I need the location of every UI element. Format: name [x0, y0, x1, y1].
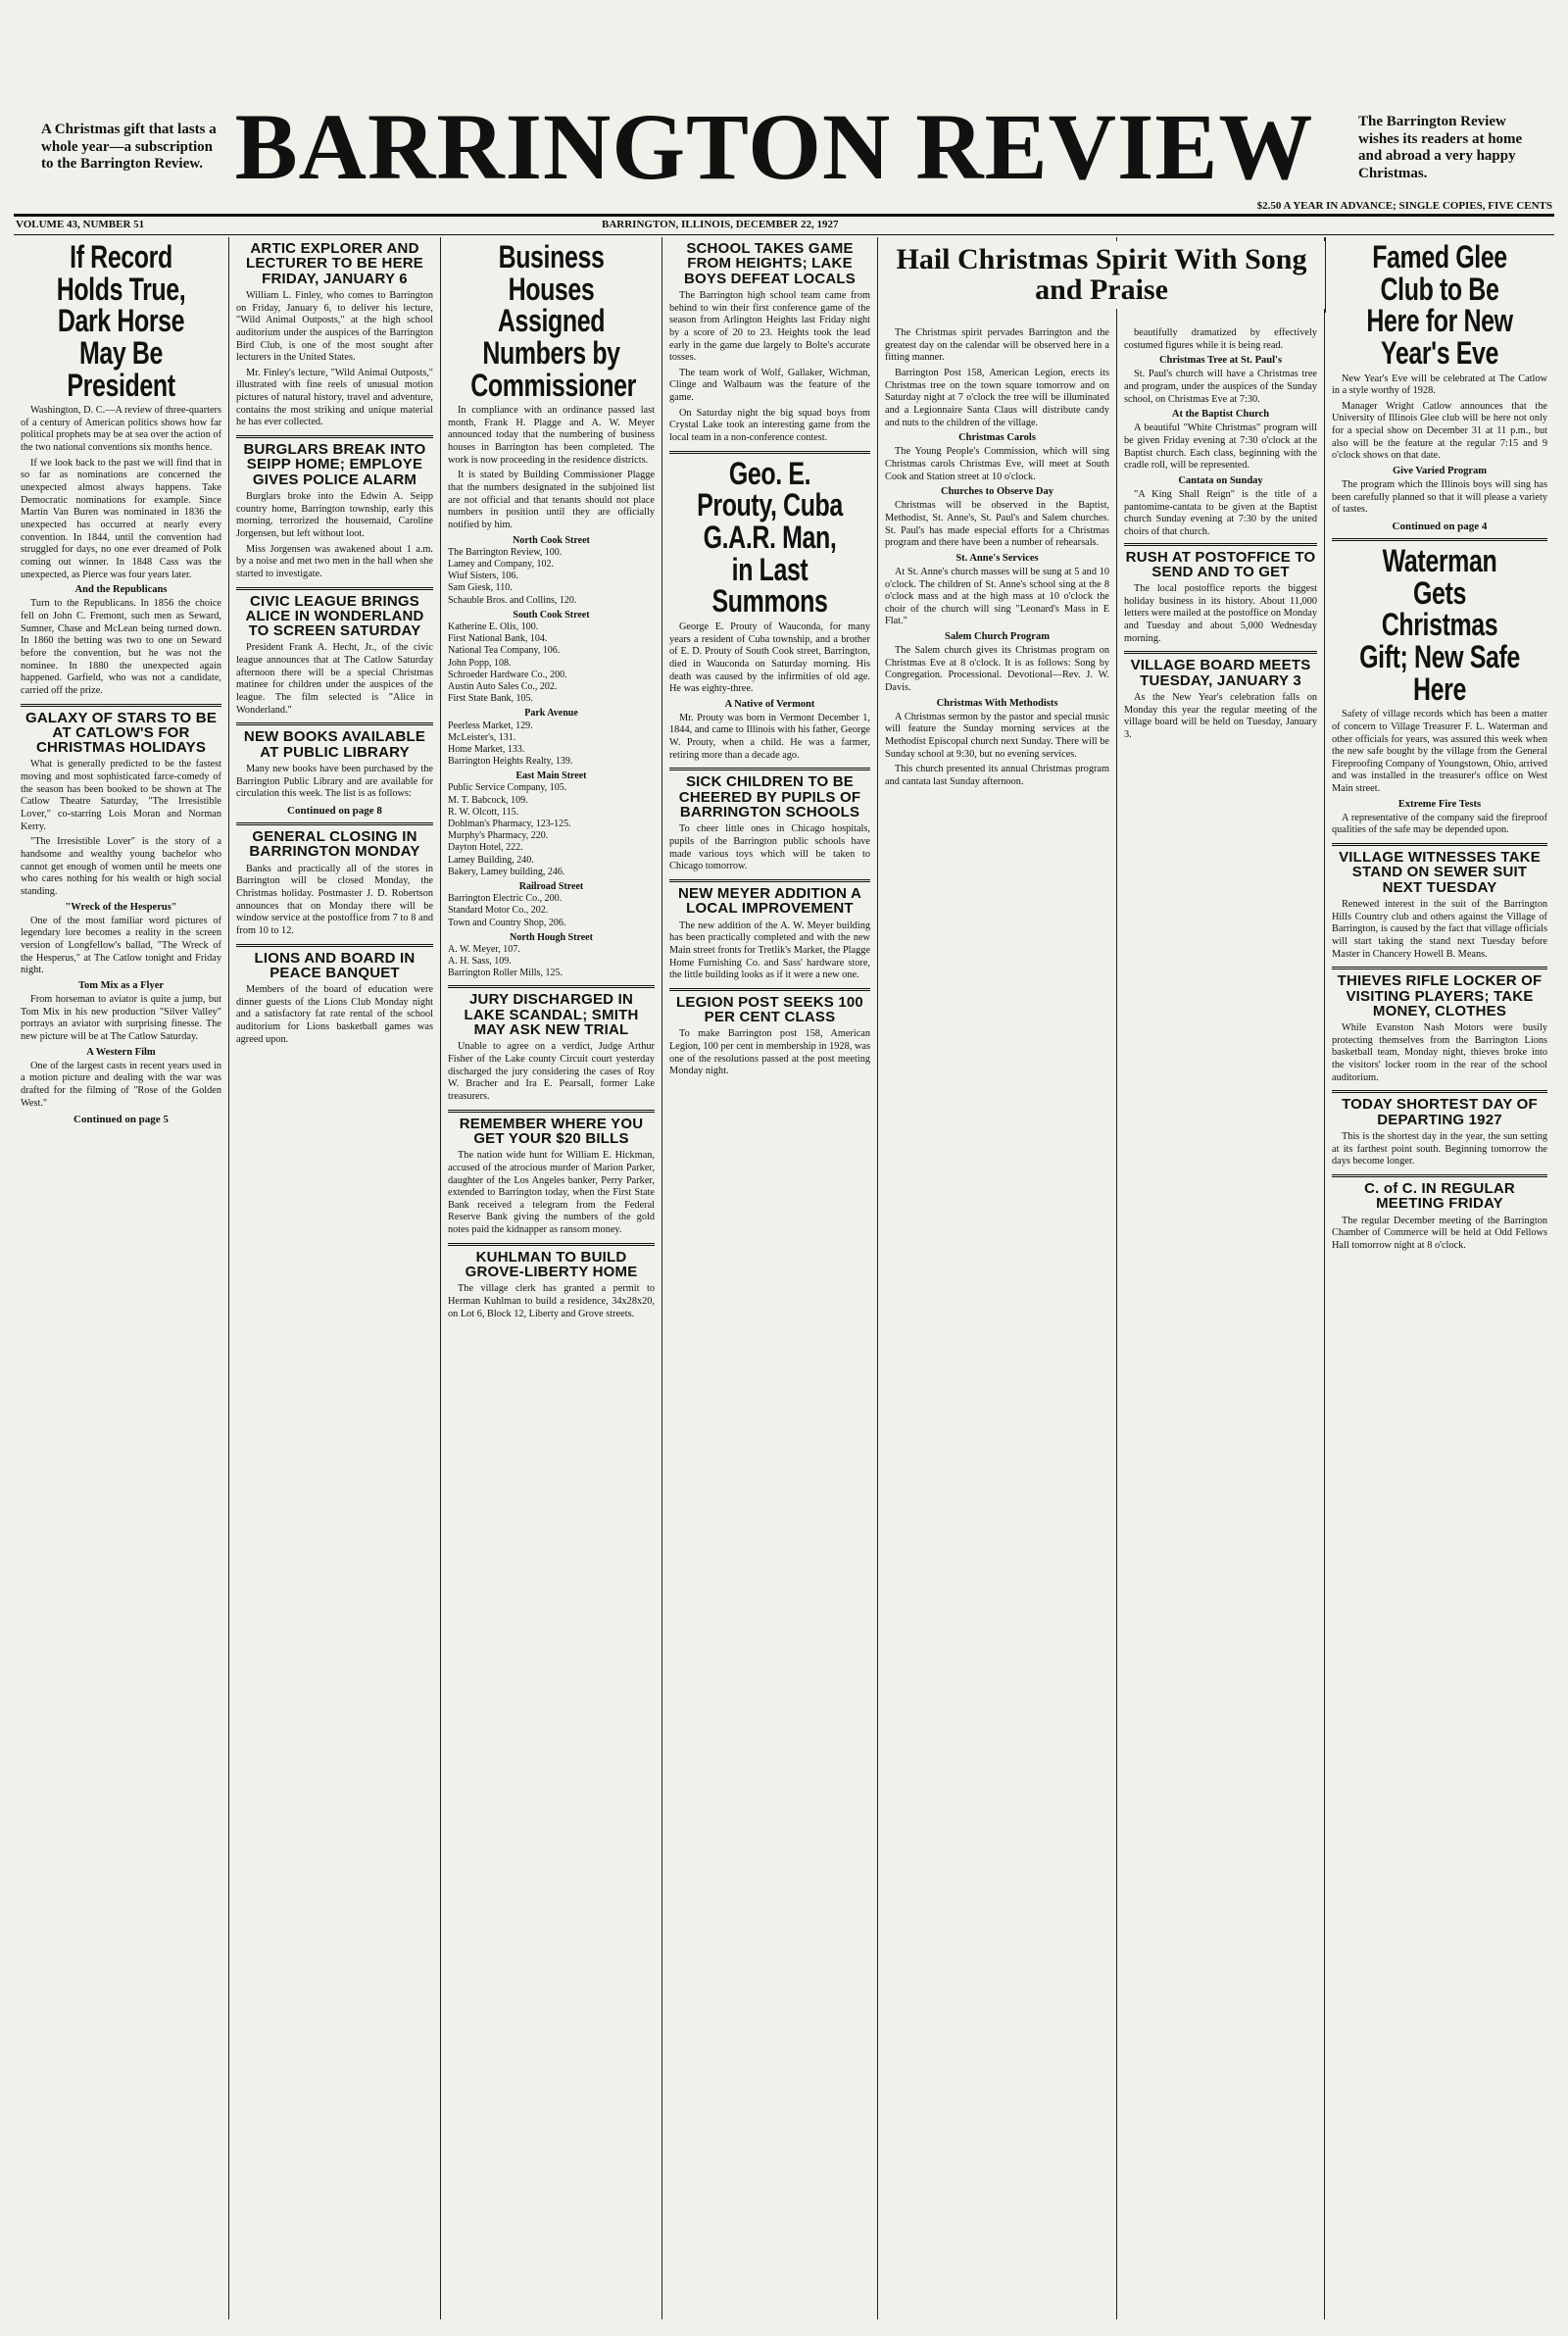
divider — [236, 435, 433, 438]
subhead: "Wreck of the Hesperus" — [65, 901, 177, 913]
headline: Hail Christmas Spirit With Song and Praise — [878, 241, 1325, 309]
headline: NEW MEYER ADDITION A LOCAL IMPROVEMENT — [677, 884, 862, 918]
paragraph: St. Paul's church will have a Christmas tree and program, under the auspices of the Sunday school, on Christmas Eve at 7:30. — [1124, 369, 1317, 405]
subhead: At the Baptist Church — [1171, 409, 1270, 421]
divider — [236, 722, 433, 725]
article-thieves — [1332, 973, 1547, 1084]
headline: LEGION POST SEEKS 100 PER CENT CLASS — [676, 993, 863, 1026]
divider — [1332, 1090, 1547, 1093]
list-item: McLeister's, 131. — [448, 731, 516, 743]
headline: CIVIC LEAGUE BRINGS ALICE IN WONDERLAND TO SCREEN SATURDAY — [245, 592, 424, 640]
list-item: Schroeder Hardware Co., 200. — [448, 669, 567, 680]
column-6 — [1117, 237, 1325, 2319]
list-item: The Barrington Review, 100. — [448, 546, 563, 558]
article-kuhlman — [448, 1250, 655, 1321]
paragraph: To make Barrington post 158, American Legion, 100 per cent in membership in 1928, was one of the resolutions passed at the post meeting Monday night. — [669, 1028, 870, 1077]
paragraph: The program which the Illinois boys will sing has been carefully planned so that it will please a variety of tastes. — [1332, 479, 1547, 516]
divider — [669, 768, 870, 770]
paragraph: On Saturday night the big squad boys from Crystal Lake took an interesting game from the local team in a non-conference contest. — [669, 407, 870, 444]
headline: BURGLARS BREAK INTO SEIPP HOME; EMPLOYE GIVES POLICE ALARM — [243, 441, 426, 488]
article-dark-horse — [21, 241, 221, 698]
dateline — [14, 214, 1554, 235]
subhead: Give Varied Program — [1392, 466, 1488, 477]
article-lions-board — [236, 951, 433, 1047]
columns — [14, 237, 1554, 2319]
divider — [21, 704, 221, 707]
divider — [236, 822, 433, 825]
paragraph: Unable to agree on a verdict, Judge Arthur Fisher of the Lake county Circuit court yesterday discharged the jury considering the cases of Roy W. Bracher and Ira E. Pearsall, former Lake treasurers. — [448, 1041, 655, 1102]
headline: KUHLMAN TO BUILD GROVE-LIBERTY HOME — [465, 1248, 638, 1281]
list-item: First State Bank, 105. — [448, 693, 533, 705]
list-item: M. T. Babcock, 109. — [448, 794, 528, 806]
subhead: Christmas Tree at St. Paul's — [1158, 355, 1283, 367]
paragraph: "A King Shall Reign" is the title of a pantomime-cantata to be given at the Baptist church Sunday evening at 7:30 by the united choirs of that church. — [1124, 488, 1317, 537]
article-burglars — [236, 442, 433, 580]
headline: Famed Glee Club to Be Here for New Year's Eve — [1366, 239, 1513, 371]
paragraph: The Barrington high school team came from behind to win their first conference game of the season from Arlington Heights last Friday night by a score of 20 to 23. Heights took the lead early in the game due largely to Bolte's accurate tosses. — [669, 289, 870, 364]
street-heading: South Cook Street — [513, 609, 590, 621]
masthead — [14, 6, 1554, 230]
list-item: Katherine E. Olis, 100. — [448, 621, 539, 632]
paragraph: New Year's Eve will be celebrated at The Catlow in a style worthy of 1928. — [1332, 373, 1547, 397]
list-item: Lamey Building, 240. — [448, 854, 534, 866]
paragraph: If we look back to the past we will find that in so far as nominations are concerned the unexpected almost always happens. Take Democratic nominations for example. Since Martin Van Buren was nominated in 1836 the unexpected has occurred at nearly every convention. In 1844, until the convention had struggled for days, no one ever dreamed of Polk coming out winner. In 1848 Cass was the unexpected, as Pierce was four years later. — [21, 457, 221, 580]
headline: JURY DISCHARGED IN LAKE SCANDAL; SMITH MAY ASK NEW TRIAL — [464, 991, 639, 1039]
list-item: Public Service Company, 105. — [448, 782, 567, 794]
article-jury-discharged — [448, 992, 655, 1103]
divider — [448, 1110, 655, 1113]
divider — [448, 985, 655, 988]
divider — [236, 944, 433, 947]
article-village-witnesses — [1332, 850, 1547, 961]
subhead: Tom Mix as a Flyer — [77, 979, 165, 991]
paragraph: The Christmas spirit pervades Barrington and the greatest day on the calendar will be observed here in a fitting manner. — [885, 327, 1109, 364]
divider — [669, 988, 870, 991]
paragraph: This is the shortest day in the year, the sun setting at its farthest point south. Beginning tomorrow the days become longer. — [1332, 1131, 1547, 1168]
divider — [669, 451, 870, 454]
greeting-ear: The Barrington Review wishes its readers at home and abroad a very happy Christmas. — [1358, 114, 1523, 182]
article-sick-children — [669, 774, 870, 873]
list-item: Austin Auto Sales Co., 202. — [448, 680, 558, 692]
headline: REMEMBER WHERE YOU GET YOUR $20 BILLS — [459, 1115, 644, 1147]
article-meyer-addition — [669, 886, 870, 982]
subhead: Salem Church Program — [945, 631, 1050, 643]
article-shortest-day — [1332, 1097, 1547, 1168]
list-item: Barrington Electric Co., 200. — [448, 893, 563, 905]
subhead: And the Republicans — [74, 584, 168, 596]
article-prouty — [669, 455, 870, 763]
divider — [669, 879, 870, 882]
divider — [1124, 543, 1317, 546]
divider — [1332, 843, 1547, 846]
paragraph: At St. Anne's church masses will be sung at 5 and 10 o'clock. The children of St. Anne's school sing at the 8 o'clock mass and at the high mass at 10 o'clock the choir of the church will sing "Leonard's Mass in E Flat." — [885, 566, 1109, 627]
list-item: Peerless Market, 129. — [448, 720, 533, 731]
list-item: R. W. Olcott, 115. — [448, 806, 519, 818]
street-heading: Railroad Street — [518, 880, 584, 892]
article-general-closing — [236, 829, 433, 938]
paragraph: The regular December meeting of the Barrington Chamber of Commerce will be held at Odd Fellows Hall tomorrow night at 8 o'clock. — [1332, 1215, 1547, 1251]
headline: GENERAL CLOSING IN BARRINGTON MONDAY — [249, 827, 420, 861]
list-item: Sam Giesk, 110. — [448, 582, 513, 594]
paragraph: Many new books have been purchased by the Barrington Public Library and are available for circulation this week. The list is as follows: — [236, 764, 433, 800]
list-item: Dohlman's Pharmacy, 123-125. — [448, 819, 571, 829]
paragraph: "The Irresistible Lover" is the story of a handsome and wealthy young bachelor who cannot get enough of women until he meets one who cares nothing for his wealth or high social standing. — [21, 836, 221, 898]
headline: If Record Holds True, Dark Horse May Be President — [56, 239, 186, 403]
article-twenty-dollar-bills — [448, 1117, 655, 1237]
article-new-books — [236, 729, 433, 817]
list-item: Standard Motor Co., 202. — [448, 905, 549, 917]
column-7 — [1325, 237, 1554, 2319]
paragraph: One of the most familiar word pictures of legendary lore becomes a reality in the screen version of Longfellow's ballad, "The Wreck of the Hesperus," at The Catlow tonight and Friday night. — [21, 915, 221, 976]
divider — [1332, 538, 1547, 541]
continued-note: Continued on page 5 — [74, 1114, 169, 1126]
price-line: $2.50 A YEAR IN ADVANCE; SINGLE COPIES, FIVE CENTS — [1256, 200, 1552, 212]
paragraph: It is stated by Building Commissioner Plagge that the numbers designated in the subjoined list are not official and that tenants should not place numbers in position until they are officially notified by him. — [448, 470, 655, 531]
paragraph: To cheer little ones in Chicago hospitals, pupils of the Barrington public schools have made various toys which will be taken to Chicago tomorrow. — [669, 823, 870, 872]
christmas-spirit-headline-box — [878, 237, 1326, 313]
headline: VILLAGE WITNESSES TAKE STAND ON SEWER SUIT NEXT TUESDAY — [1339, 849, 1541, 896]
paragraph: A representative of the company said the fireproof qualities of the safe may be depended upon. — [1332, 812, 1547, 836]
street-heading: East Main Street — [515, 770, 587, 782]
column-5 — [878, 237, 1117, 2319]
street-heading: Park Avenue — [524, 708, 578, 720]
paragraph: Turn to the Republicans. In 1856 the choice fell on John C. Fremont, such men as Seward, Sumner, Chase and McLean being turned down. In 1860 the betting was two to one on Seward before the convention, but he was not the nominee. In 1880 the unexpected again happened. Garfield, who was not a candidate, carried off the prize. — [21, 598, 221, 696]
paragraph: The local postoffice reports the biggest holiday business in its history. About 11,000 letters were mailed at the postoffice on Monday and Tuesday and about 5,000 Wednesday morning. — [1124, 583, 1317, 644]
list-item: Town and Country Shop, 206. — [448, 917, 566, 928]
paragraph: William L. Finley, who comes to Barrington on Friday, January 6, to deliver his lecture, "Wild Animal Outposts," at the high school auditorium under the auspices of the Barrington Bird Club, is one of the most sought after lecturers in the United States. — [236, 289, 433, 364]
paragraph: Mr. Finley's lecture, "Wild Animal Outposts," illustrated with fine reels of unusual motion pictures of natural history, travel and adventure, contains the most striking and unique material he has ever collected. — [236, 367, 433, 428]
list-item: Wiuf Sisters, 106. — [448, 571, 518, 582]
paragraph: Christmas will be observed in the Baptist, Methodist, St. Anne's, St. Paul's and Salem churches. St. Paul's has made especial efforts for a Christmas program and there have been a number of rehearsals. — [885, 500, 1109, 549]
subhead: A Western Film — [86, 1046, 156, 1058]
list-item: Murphy's Pharmacy, 220. — [448, 830, 549, 842]
headline: SICK CHILDREN TO BE CHEERED BY PUPILS OF BARRINGTON SCHOOLS — [678, 773, 861, 821]
headline: RUSH AT POSTOFFICE TO SEND AND TO GET — [1125, 548, 1316, 580]
divider — [1332, 1174, 1547, 1177]
headline: ARTIC EXPLORER AND LECTURER TO BE HERE FRIDAY, JANUARY 6 — [245, 240, 424, 287]
list-item: A. H. Sass, 109. — [448, 956, 512, 968]
paragraph: What is generally predicted to be the fastest moving and most sophisticated farce-comedy of the season has been booked to be shown at The Catlow Theatre Saturday, "The Irresistible Lover," co-starring Lois Moran and Norman Kerry. — [21, 759, 221, 832]
article-civic-league — [236, 594, 433, 718]
continued-note: Continued on page 8 — [287, 804, 382, 817]
divider — [236, 587, 433, 590]
paragraph: Banks and practically all of the stores in Barrington will be closed Monday, the Christmas holiday. Postmaster J. D. Robertson announces that on Monday there will be window service at the postoffice from 7 to 8 and from 10 to 12. — [236, 863, 433, 936]
paragraph: Members of the board of education were dinner guests of the Lions Club Monday night and a satisfactory fat rate rental of the school auditorium for Lions basketball games was agreed upon. — [236, 984, 433, 1045]
column-3 — [441, 237, 662, 2319]
article-postoffice-rush — [1124, 550, 1317, 646]
paragraph: Barrington Post 158, American Legion, erects its Christmas tree on the town square tomorrow and on Saturday night at 7 o'clock the tree will be illuminated and a Legionnaire Santa Claus will distribute candy and nuts to the children of the village. — [885, 367, 1109, 428]
subhead: Cantata on Sunday — [1178, 474, 1263, 486]
paragraph: The nation wide hunt for William E. Hickman, accused of the atrocious murder of Marion Parker, daughter of the Los Angeles banker, Perry Parker, extended to Barrington today, when the First State Bank received a telegram from the Federal Reserve Bank giving the numbers of the gold notes paid the kidnapper as ransom money. — [448, 1150, 655, 1236]
subhead: St. Anne's Services — [956, 552, 1039, 564]
article-chamber-meeting — [1332, 1181, 1547, 1253]
continued-note: Continued on page 4 — [1392, 521, 1488, 533]
headline: Geo. E. Prouty, Cuba G.A.R. Man, in Last Summons — [697, 455, 843, 620]
paragraph: Safety of village records which has been a matter of concern to Village Treasurer F. L. Waterman and other officials for years, was assured this week when the new safe bought by the village from the General Fireproofing Company of Youngstown, Ohio, arrived and was installed in the treasurer's office on West Main street. — [1332, 709, 1547, 795]
paragraph: Miss Jorgensen was awakened about 1 a.m. by a noise and met two men in the hall when she started to investigate. — [236, 543, 433, 579]
column-4 — [662, 237, 878, 2319]
subhead: Christmas With Methodists — [936, 697, 1058, 709]
volume-number: VOLUME 43, NUMBER 51 — [16, 219, 145, 230]
headline: SCHOOL TAKES GAME FROM HEIGHTS; LAKE BOYS DEFEAT LOCALS — [684, 240, 856, 287]
subhead: Churches to Observe Day — [940, 486, 1054, 498]
article-new-safe — [1332, 545, 1547, 837]
paragraph: One of the largest casts in recent years used in a motion picture and dealing with the war was drafted for the filming of "Rose of the Golden West." — [21, 1060, 221, 1109]
headline: VILLAGE BOARD MEETS TUESDAY, JANUARY 3 — [1130, 657, 1311, 689]
headline: LIONS AND BOARD IN PEACE BANQUET — [254, 949, 416, 981]
column-2 — [229, 237, 441, 2319]
article-artic-explorer — [236, 241, 433, 429]
article-legion-post — [669, 995, 870, 1078]
list-item: John Popp, 108. — [448, 657, 512, 669]
paragraph: Manager Wright Catlow announces that the University of Illinois Glee club will be here not only for a special show on December 31 at 11 p.m., but also will be the feature at the regular 7:15 and 9 o'clock shows on that date. — [1332, 400, 1547, 462]
list-item: A. W. Meyer, 107. — [448, 943, 520, 955]
paragraph: George E. Prouty of Wauconda, for many years a resident of Cuba township, and a brother of E. D. Prouty of South Cook street, Barrington, died in Wauconda on Saturday morning. His death was caused by the infirmities of old age. He was eighty-three. — [669, 621, 870, 695]
headline: Waterman Gets Christmas Gift; New Safe Here — [1359, 543, 1520, 707]
headline: THIEVES RIFLE LOCKER OF VISITING PLAYERS; TAKE MONEY, CLOTHES — [1337, 972, 1543, 1019]
paragraph: beautifully dramatized by effectively costumed figures while it is being read. — [1124, 327, 1317, 351]
article-school-game — [669, 241, 870, 445]
list-item: First National Bank, 104. — [448, 633, 548, 645]
paragraph: The Salem church gives its Christmas program on Christmas Eve at 8 o'clock. It is as follows: Song by Congregation. Processional. Devotional—Rev. J. W. Davis. — [885, 645, 1109, 694]
headline: TODAY SHORTEST DAY OF DEPARTING 1927 — [1342, 1096, 1538, 1128]
article-galaxy-of-stars — [21, 711, 221, 1126]
paragraph: President Frank A. Hecht, Jr., of the civic league announces that at The Catlow Saturday afternoon there will be a special Christmas matinee for children under the auspices of the league. The film selected is "Alice in Wonderland." — [236, 642, 433, 716]
subscription-ear: A Christmas gift that lasts a whole year—a subscription to the Barrington Review. — [41, 122, 217, 173]
list-item: Barrington Roller Mills, 125. — [448, 968, 563, 979]
paragraph: Mr. Prouty was born in Vermont December 1, 1844, and came to Illinois with his father, George W. Prouty, when a child. He was a farmer, retiring more than a decade ago. — [669, 712, 870, 761]
divider — [1124, 651, 1317, 654]
headline: C. of C. IN REGULAR MEETING FRIDAY — [1364, 1180, 1515, 1213]
article-village-board — [1124, 658, 1317, 741]
paragraph: The Young People's Commission, which will sing Christmas carols Christmas Eve, will meet at South Cook and Station street at 10 o'clock. — [885, 446, 1109, 482]
paragraph: Burglars broke into the Edwin A. Seipp country home, Barrington township, early this morning, terrorized the housemaid, Caroline Jorgensen, but left without loot. — [236, 491, 433, 539]
paragraph: The team work of Wolf, Gallaker, Wichman, Clinge and Walbaum was the feature of the game. — [669, 367, 870, 404]
paragraph: Washington, D. C.—A review of three-quarters of a century of American politics shows how far political prophets may be at sea over the action of the two national conventions six months hence. — [21, 405, 222, 454]
newspaper-page — [14, 6, 1554, 2319]
paragraph: In compliance with an ordinance passed last month, Frank H. Plagge and A. W. Meyer announced today that the numbering of business houses in Barrington has been completed. The work is now proceeding in the residence districts. — [448, 405, 655, 466]
nameplate: BARRINGTON REVIEW — [234, 94, 1314, 199]
paragraph: A Christmas sermon by the pastor and special music will feature the Sunday morning services at the Methodist Episcopal church next Sunday. There will be Sunday school at 9:30, but no evening services. — [885, 711, 1109, 760]
column-1 — [14, 237, 229, 2319]
article-business-houses — [448, 241, 655, 979]
paragraph: A beautiful "White Christmas" program will be given Friday evening at 7:30 o'clock at the Baptist church. Each class, beginning with the cradle roll, will be represented. — [1124, 422, 1317, 472]
headline: Business Houses Assigned Numbers by Commissioner — [470, 239, 636, 403]
street-heading: North Cook Street — [513, 534, 590, 546]
divider — [1332, 967, 1547, 969]
headline: NEW BOOKS AVAILABLE AT PUBLIC LIBRARY — [243, 728, 426, 761]
paragraph: As the New Year's celebration falls on Monday this year the regular meeting of the village board will be held on Tuesday, January 3. — [1124, 692, 1317, 740]
headline: GALAXY OF STARS TO BE AT CATLOW'S FOR CHRISTMAS HOLIDAYS — [24, 709, 218, 757]
subhead: Christmas Carols — [958, 432, 1036, 444]
list-item: Lamey and Company, 102. — [448, 559, 554, 571]
paragraph: The village clerk has granted a permit to Herman Kuhlman to build a residence, 34x28x20, on Lot 6, Block 12, Liberty and Grove streets. — [448, 1283, 655, 1319]
street-heading: North Hough Street — [510, 931, 593, 943]
paragraph: While Evanston Nash Motors were busily protecting themselves from the Barrington Lions basketball team, Monday night, thieves broke into the visitors' locker room in the rear of the school auditorium. — [1332, 1022, 1547, 1083]
article-glee-club — [1332, 241, 1547, 532]
divider — [448, 1243, 655, 1246]
paragraph: From horseman to aviator is quite a jump, but Tom Mix in his new production "Silver Valley" portrays an aviator with surprising finesse. The new picture will be at The Catlow Saturday. — [21, 993, 221, 1042]
list-item: National Tea Company, 106. — [448, 645, 561, 657]
list-item: Dayton Hotel, 222. — [448, 842, 523, 854]
subhead: A Native of Vermont — [724, 698, 815, 710]
paragraph: The new addition of the A. W. Meyer building has been practically completed and with the new Main street fronts for Tretlik's Market, the Plagge Home Furnishing Co. and Sass' hardware store, the little building looks as if it were a new one. — [669, 919, 870, 981]
paragraph: Renewed interest in the suit of the Barrington Hills Country club and others against the Village of Barrington, is caused by the fact that village officials will start taking the stand next Tuesday before Master in Chancery Howell B. Means. — [1332, 898, 1547, 960]
list-item: Schauble Bros. and Collins, 120. — [448, 594, 577, 606]
place-date: BARRINGTON, ILLINOIS, DECEMBER 22, 1927 — [602, 219, 839, 230]
list-item: Bakery, Lamey building, 246. — [448, 866, 565, 877]
subhead: Extreme Fire Tests — [1397, 798, 1482, 810]
paragraph: This church presented its annual Christmas program and cantata last Sunday afternoon. — [885, 764, 1109, 788]
list-item: Home Market, 133. — [448, 743, 525, 755]
list-item: Barrington Heights Realty, 139. — [448, 756, 573, 768]
